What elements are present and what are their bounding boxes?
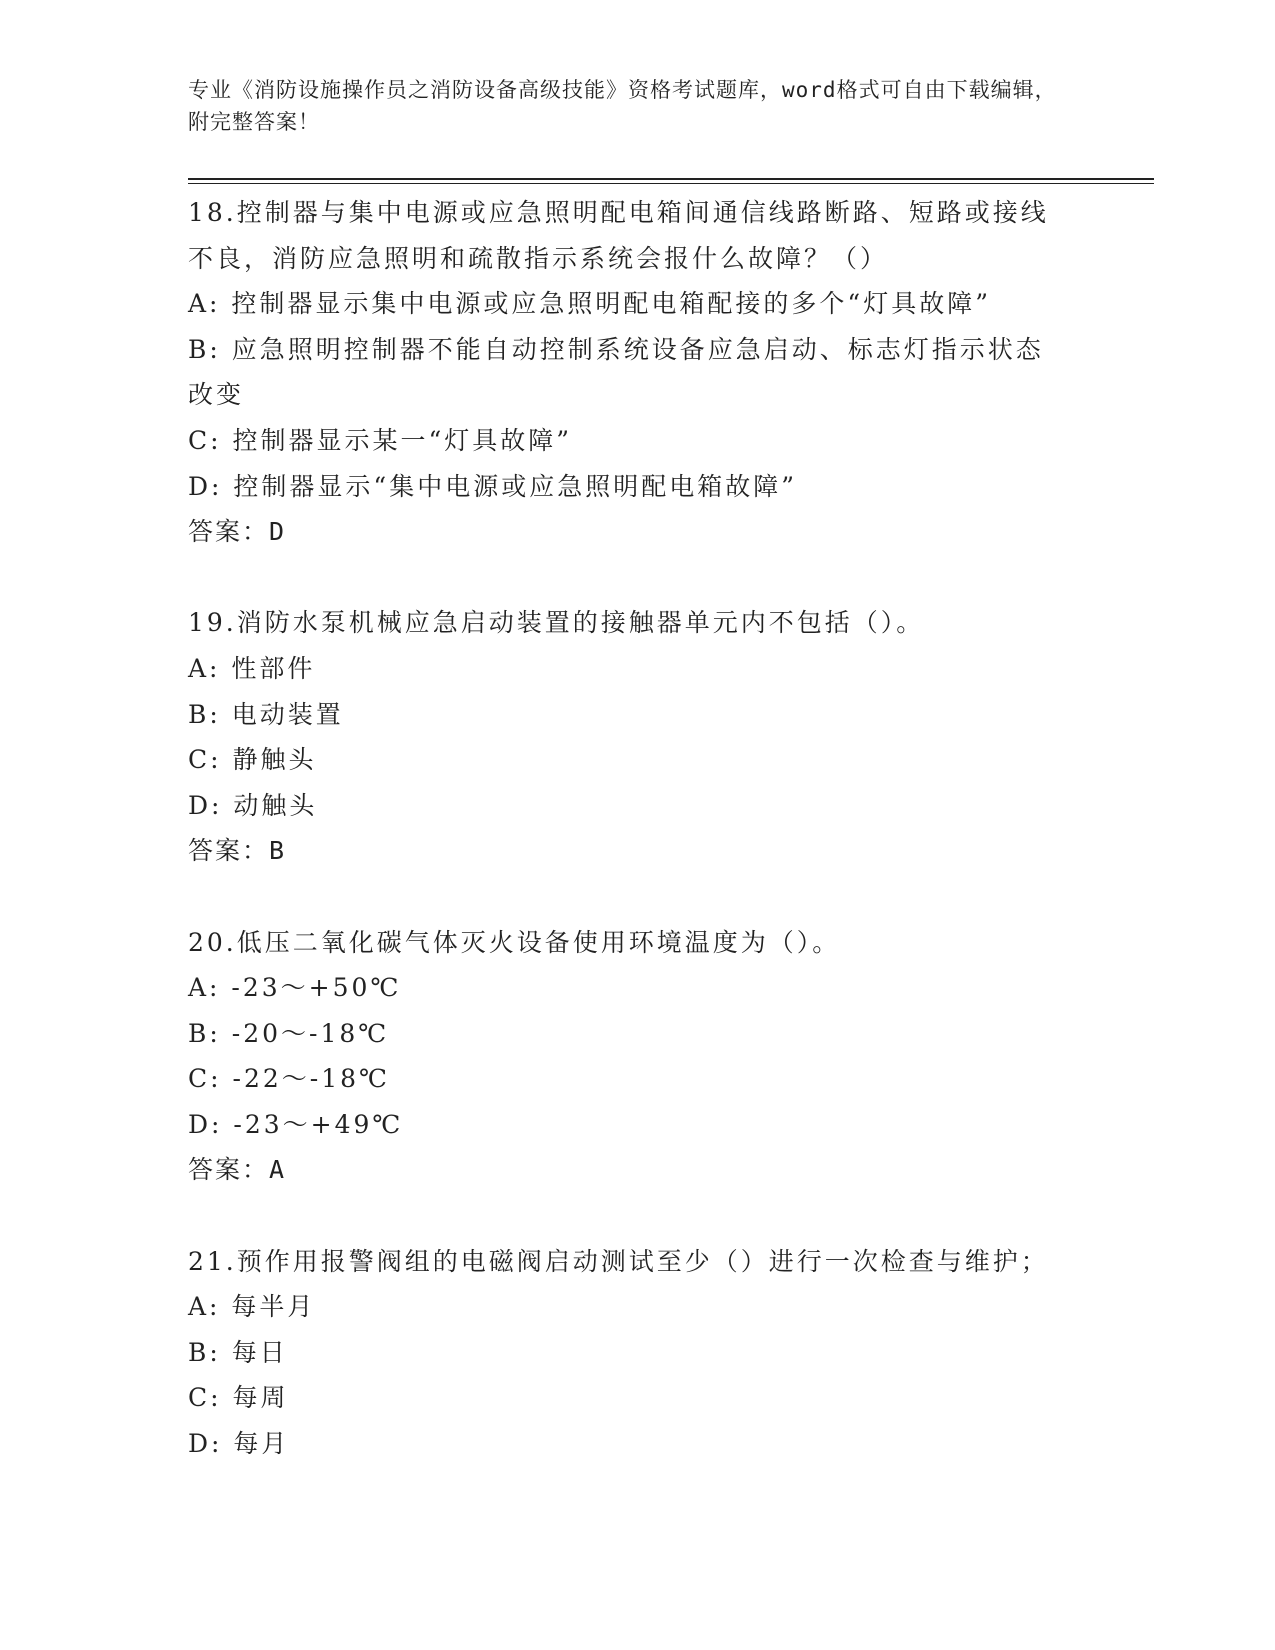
question-stem: 19.消防水泵机械应急启动装置的接触器单元内不包括（）。 bbox=[188, 608, 925, 638]
header-divider-thin bbox=[188, 183, 1154, 184]
option-b: B: 应急照明控制器不能自动控制系统设备应急启动、标志灯指示状态 bbox=[188, 334, 1044, 364]
option-b: B: 每日 bbox=[188, 1337, 288, 1367]
answer-line bbox=[188, 1147, 1088, 1193]
option-b: B: -20～-18℃ bbox=[188, 1018, 390, 1048]
answer-value: B bbox=[269, 836, 287, 866]
question-21 bbox=[188, 1239, 1088, 1467]
header-divider-thick bbox=[188, 178, 1154, 180]
answer-value: A bbox=[269, 1155, 287, 1185]
option-d: D: 动触头 bbox=[188, 790, 318, 820]
spacer bbox=[188, 1193, 1088, 1239]
spacer bbox=[188, 555, 1088, 601]
answer-line bbox=[188, 509, 1088, 555]
question-list bbox=[188, 190, 1088, 1467]
option-c: C: 静触头 bbox=[188, 745, 317, 775]
spacer bbox=[188, 874, 1088, 920]
question-stem: 21.预作用报警阀组的电磁阀启动测试至少（）进行一次检查与维护； bbox=[188, 1246, 1049, 1276]
option-d: D: -23～+49℃ bbox=[188, 1109, 404, 1139]
answer-label: 答案： bbox=[188, 1155, 270, 1185]
answer-label: 答案： bbox=[188, 517, 270, 547]
option-b-continued: 改变 bbox=[188, 380, 245, 410]
question-stem: 20.低压二氧化碳气体灭火设备使用环境温度为（）。 bbox=[188, 927, 841, 957]
question-20 bbox=[188, 920, 1088, 1194]
question-stem-continued: 不良，消防应急照明和疏散指示系统会报什么故障？（） bbox=[188, 243, 889, 273]
question-stem: 18.控制器与集中电源或应急照明配电箱间通信线路断路、短路或接线 bbox=[188, 198, 1049, 227]
option-a: A: 性部件 bbox=[188, 653, 316, 683]
option-a: A: -23～+50℃ bbox=[188, 973, 402, 1003]
option-a: A: 控制器显示集中电源或应急照明配电箱配接的多个“灯具故障” bbox=[188, 289, 991, 319]
option-a: A: 每半月 bbox=[188, 1292, 316, 1322]
option-c: C: 每周 bbox=[188, 1383, 289, 1413]
option-c: C: -22～-18℃ bbox=[188, 1064, 390, 1094]
answer-value: D bbox=[269, 517, 287, 547]
option-d: D: 控制器显示“集中电源或应急照明配电箱故障” bbox=[188, 471, 797, 501]
option-c: C: 控制器显示某一“灯具故障” bbox=[188, 425, 573, 455]
answer-label: 答案： bbox=[188, 836, 270, 866]
question-18 bbox=[188, 190, 1088, 555]
document-header: 专业《消防设施操作员之消防设备高级技能》资格考试题库，word格式可自由下载编辑，附完整答案！ bbox=[188, 78, 1057, 134]
option-b: B: 电动装置 bbox=[188, 699, 344, 729]
option-d: D: 每月 bbox=[188, 1429, 290, 1459]
answer-line bbox=[188, 828, 1088, 874]
question-19 bbox=[188, 600, 1088, 874]
